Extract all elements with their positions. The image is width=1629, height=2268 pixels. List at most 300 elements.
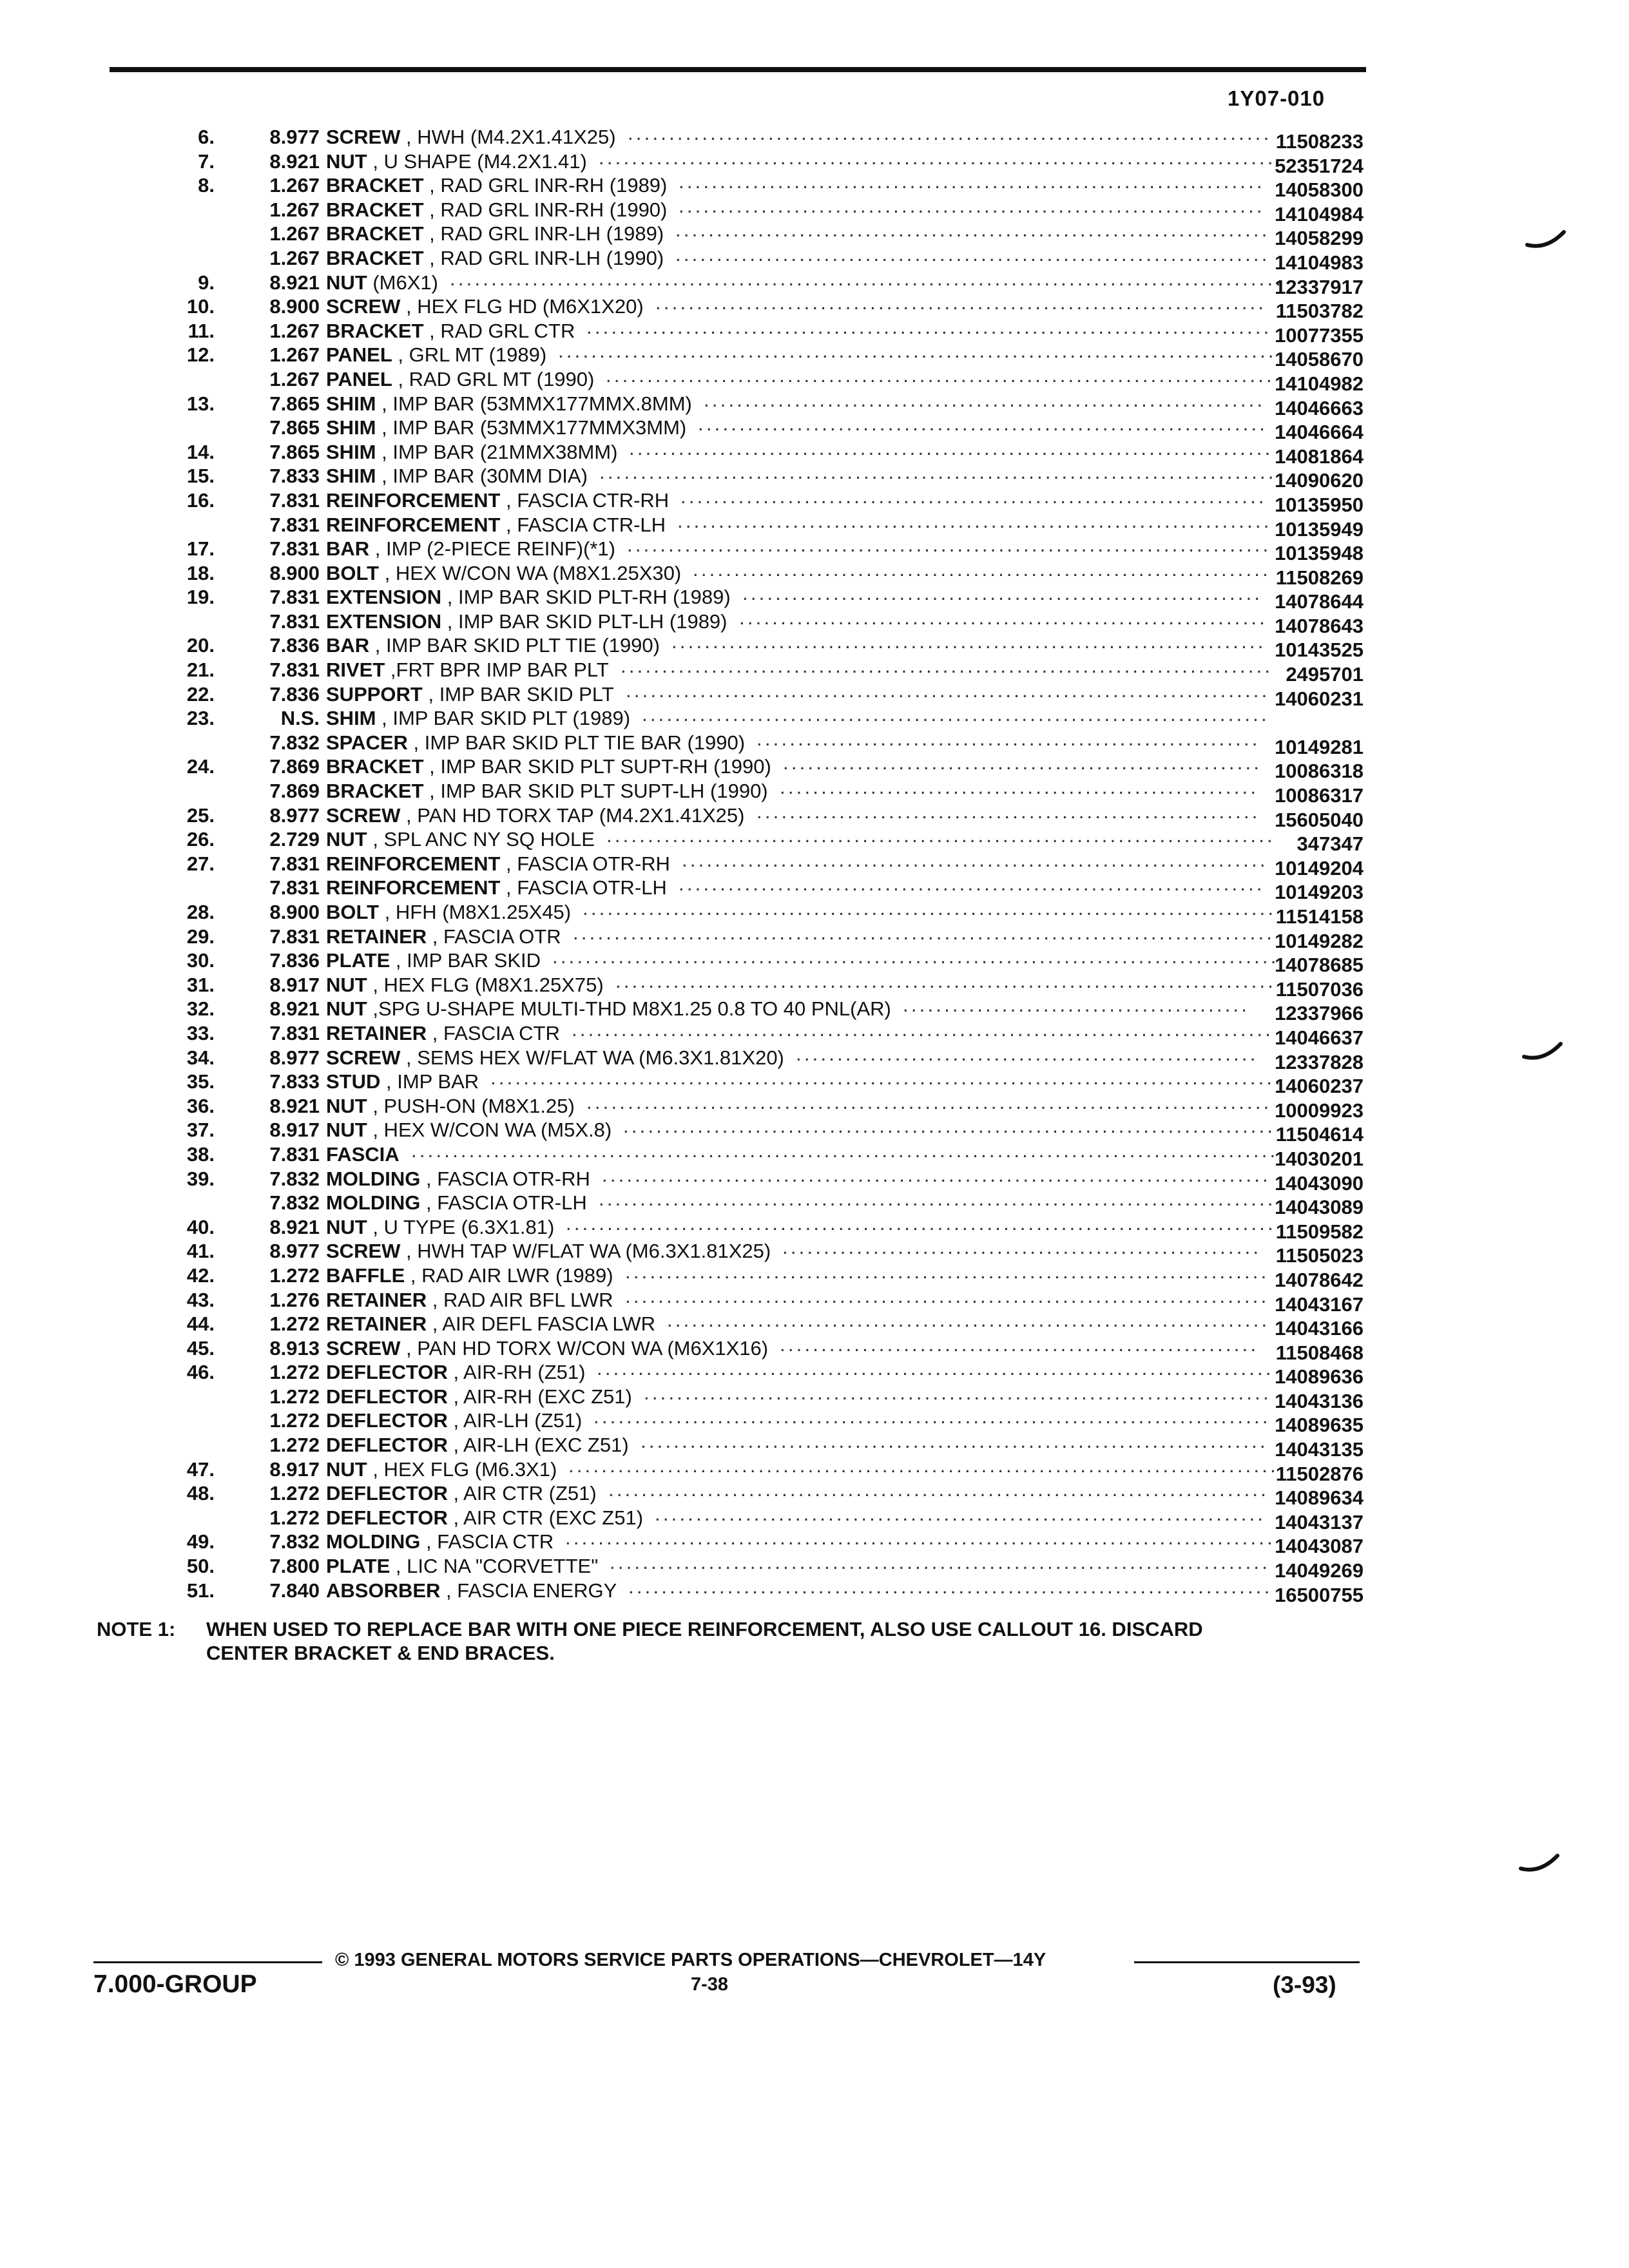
part-noun: SPACER [326, 731, 408, 754]
part-number: 14046637 [1275, 1026, 1364, 1049]
callout-number: 50. [186, 1555, 215, 1578]
group-number: 7.836 [269, 634, 320, 657]
part-noun: BRACKET [326, 319, 424, 342]
part-number: 10077355 [1275, 323, 1364, 347]
group-number: 1.267 [269, 246, 320, 269]
part-description [326, 658, 609, 682]
part-description [326, 367, 594, 392]
note-label: NOTE 1: [97, 1618, 176, 1640]
dot-leader: ........................................................................ [671, 630, 1266, 653]
dot-leader: ................................................................ [739, 606, 1268, 629]
part-modifier: , PAN HD TORX W/CON WA (M6X1X16) [400, 1336, 769, 1360]
dot-leader: ................................................................................. [602, 1163, 1271, 1186]
dot-leader: .............................................................................. [629, 436, 1273, 459]
part-modifier: , IMP BAR (53MMX177MMX.8MM) [376, 392, 692, 415]
part-modifier: , RAD AIR LWR (1989) [405, 1264, 613, 1287]
part-modifier: , HWH TAP W/FLAT WA (M6.3X1.81X25) [400, 1240, 771, 1263]
part-number: 11508468 [1275, 1341, 1364, 1364]
part-number: 14081864 [1275, 445, 1364, 468]
callout-number: 15. [186, 465, 215, 488]
part-description [326, 1481, 597, 1506]
part-number: 14060231 [1275, 687, 1364, 710]
group-number: 7.831 [269, 925, 320, 948]
group-number: 1.272 [269, 1434, 320, 1457]
part-noun: STUD [326, 1070, 381, 1093]
part-noun: SCREW [326, 126, 401, 148]
part-number: 14089635 [1275, 1414, 1364, 1437]
callout-number: 31. [186, 973, 215, 996]
part-description [326, 1288, 613, 1312]
callout-number: 38. [186, 1142, 215, 1166]
callout-number: 28. [186, 901, 215, 923]
part-noun: BRACKET [326, 174, 424, 197]
part-noun: REINFORCEMENT [326, 488, 501, 512]
dot-leader: .............................................................................. [625, 1260, 1269, 1283]
part-description [326, 1360, 585, 1385]
part-number: 14046664 [1275, 421, 1364, 444]
group-number: 1.276 [269, 1288, 320, 1311]
part-description [326, 1457, 557, 1482]
part-noun: NUT [326, 149, 367, 173]
group-number: 8.921 [269, 1094, 320, 1117]
part-modifier: , AIR-RH (Z51) [447, 1361, 586, 1384]
part-modifier: , IMP (2-PIECE REINF)(*1) [369, 537, 615, 561]
group-number: 8.921 [269, 149, 320, 173]
part-modifier: (M6X1) [367, 271, 438, 294]
part-noun: PLATE [326, 1555, 390, 1578]
part-modifier: , AIR DEFL FASCIA LWR [427, 1312, 656, 1336]
part-number: 14078644 [1275, 590, 1364, 613]
part-description [326, 125, 616, 149]
part-description [326, 1070, 479, 1094]
part-noun: PANEL [326, 343, 392, 367]
part-description [326, 1385, 632, 1409]
part-modifier: , AIR CTR (Z51) [447, 1482, 597, 1505]
group-number: 8.921 [269, 1215, 320, 1238]
part-noun: RETAINER [326, 1288, 427, 1311]
part-description [326, 1215, 554, 1240]
group-number: 7.831 [269, 658, 320, 682]
group-number: 1.267 [269, 174, 320, 197]
callout-number: 33. [186, 1021, 215, 1044]
part-modifier: , PAN HD TORX TAP (M4.2X1.41X25) [400, 803, 745, 827]
part-modifier: , IMP BAR SKID PLT (1989) [376, 707, 631, 730]
dot-leader: ...................................................................... [693, 557, 1271, 581]
part-description [326, 610, 728, 634]
callout-number: 47. [186, 1457, 215, 1481]
dot-leader: ............................................................................ [642, 703, 1269, 726]
callout-number: 10. [186, 295, 215, 318]
part-noun: MOLDING [326, 1167, 421, 1190]
callout-number: 21. [186, 658, 215, 682]
part-number: 10135948 [1275, 542, 1364, 565]
part-description [326, 1312, 655, 1336]
dot-leader: .............................................................................. [625, 1284, 1269, 1307]
dot-leader: .......................................................................... [655, 1502, 1266, 1525]
group-number: 7.831 [269, 1142, 320, 1166]
part-noun: BAFFLE [326, 1264, 405, 1287]
group-number: 7.800 [269, 1555, 320, 1578]
group-number: 7.831 [269, 537, 320, 561]
part-noun: DEFLECTOR [326, 1361, 448, 1384]
part-description [326, 1094, 575, 1119]
part-modifier: , IMP BAR [380, 1070, 479, 1093]
part-description [326, 343, 546, 367]
part-description [326, 1167, 590, 1191]
dot-leader: .......................................................... [782, 1236, 1262, 1259]
part-number: 11508233 [1275, 130, 1364, 153]
group-number: 7.831 [269, 513, 320, 536]
group-number: 1.272 [269, 1264, 320, 1287]
part-modifier: , FASCIA CTR [420, 1530, 554, 1553]
part-number: 16500755 [1275, 1583, 1364, 1606]
part-modifier: ,FRT BPR IMP BAR PLT [385, 658, 609, 682]
part-description [326, 392, 692, 416]
part-number: 14043137 [1275, 1510, 1364, 1533]
part-number: 14043087 [1275, 1535, 1364, 1558]
part-number: 12337917 [1275, 275, 1364, 298]
part-modifier: , FASCIA CTR-RH [500, 488, 670, 512]
part-number: 10143525 [1275, 639, 1364, 662]
dot-leader: ....................................................................... [679, 170, 1265, 193]
part-description [326, 633, 660, 658]
group-number: 7.865 [269, 440, 320, 463]
part-description [326, 271, 438, 295]
binder-hole-mark [1518, 1849, 1563, 1881]
part-modifier: , AIR-LH (Z51) [447, 1409, 583, 1432]
footer-rule-right [1134, 1961, 1360, 1963]
part-description [326, 319, 575, 343]
group-number: 8.917 [269, 973, 320, 996]
part-modifier: , RAD AIR BFL LWR [427, 1288, 613, 1311]
part-modifier: , FASCIA OTR-RH [420, 1167, 590, 1190]
part-modifier: , HEX FLG (M8X1.25X75) [367, 973, 604, 996]
part-modifier: , SEMS HEX W/FLAT WA (M6.3X1.81X20) [400, 1046, 784, 1069]
dot-leader: ....................................................................... [679, 194, 1265, 217]
group-number: 8.921 [269, 271, 320, 294]
part-number: 10135950 [1275, 493, 1364, 516]
dot-leader: ....................................................................... [682, 848, 1268, 871]
group-number: 8.913 [269, 1336, 320, 1360]
part-description [326, 1530, 554, 1554]
part-noun: REINFORCEMENT [326, 513, 501, 536]
part-description [326, 754, 771, 779]
callout-number: 22. [186, 682, 215, 706]
part-modifier: , RAD GRL INR-LH (1989) [423, 222, 664, 245]
dot-leader: ...................................................................................... [566, 1211, 1276, 1235]
part-noun: RIVET [326, 658, 385, 682]
dot-leader: .............................................................................. [628, 122, 1272, 144]
part-modifier: , AIR-RH (EXC Z51) [447, 1385, 632, 1408]
part-number: 52351724 [1275, 154, 1364, 177]
footer-date-code: (3-93) [1273, 1972, 1336, 1998]
part-modifier: , RAD GRL CTR [423, 319, 575, 342]
part-modifier: , IMP BAR (30MM DIA) [376, 465, 588, 488]
part-modifier: , IMP BAR SKID PLT-RH (1989) [441, 586, 731, 609]
group-number: 1.267 [269, 222, 320, 245]
part-modifier: , SPL ANC NY SQ HOLE [367, 828, 595, 851]
callout-number: 11. [188, 319, 215, 342]
part-noun: BRACKET [326, 246, 424, 269]
part-number: 10149203 [1275, 881, 1364, 904]
part-number: 11507036 [1275, 977, 1364, 1001]
part-modifier: ,SPG U-SHAPE MULTI-THD M8X1.25 0.8 TO 40 PNL(AR) [367, 997, 891, 1021]
part-number: 11504614 [1275, 1123, 1364, 1146]
callout-number: 17. [186, 537, 215, 561]
dot-leader: ..................................................................................... [573, 921, 1275, 944]
part-modifier: , U TYPE (6.3X1.81) [367, 1215, 555, 1238]
part-noun: MOLDING [326, 1191, 421, 1215]
part-number: 10149281 [1275, 735, 1364, 758]
part-noun: BAR [326, 634, 370, 657]
footer-page-number: 7-38 [691, 1974, 729, 1995]
group-number: 1.267 [269, 367, 320, 390]
part-noun: ABSORBER [326, 1579, 441, 1602]
part-modifier: , RAD GRL INR-RH (1990) [423, 198, 668, 221]
group-number: 7.865 [269, 416, 320, 439]
part-description [326, 198, 667, 222]
part-modifier: , LIC NA "CORVETTE" [390, 1555, 599, 1578]
callout-number: 45. [186, 1336, 215, 1360]
callout-number: 19. [186, 586, 215, 609]
callout-number: 32. [186, 997, 215, 1021]
part-description [326, 1554, 598, 1579]
dot-leader: ............................................................. [757, 800, 1260, 823]
part-modifier: , HEX FLG HD (M6X1X20) [400, 295, 644, 318]
part-noun: SHIM [326, 707, 376, 730]
callout-number: 27. [186, 852, 215, 875]
part-noun: REINFORCEMENT [326, 876, 501, 899]
page-code: 1Y07-010 [1228, 86, 1325, 110]
callout-number: 6. [198, 126, 215, 148]
dot-leader: .......................................................................... [655, 291, 1267, 314]
part-number: 14049269 [1275, 1559, 1364, 1582]
group-number: 7.832 [269, 731, 320, 754]
part-number: 2495701 [1286, 663, 1364, 686]
part-description [326, 731, 745, 755]
part-modifier: , IMP BAR SKID PLT TIE (1990) [369, 634, 660, 657]
part-number: 14078643 [1275, 614, 1364, 637]
part-noun: EXTENSION [326, 586, 442, 609]
part-modifier: , FASCIA OTR-LH [420, 1191, 587, 1215]
dot-leader: ................................................................................. [606, 363, 1275, 387]
dot-leader: ............................................................................... [621, 655, 1273, 678]
part-number: 10135949 [1275, 517, 1364, 541]
part-number: 14104983 [1275, 251, 1364, 274]
callout-number: 30. [186, 949, 215, 972]
part-description [326, 852, 670, 876]
callout-number: 13. [186, 392, 215, 415]
part-noun: SCREW [326, 1336, 401, 1360]
dot-leader: .......................................... [903, 994, 1250, 1017]
part-description [326, 1021, 560, 1046]
part-modifier: , FASCIA CTR-LH [500, 513, 666, 536]
parts-list [0, 122, 1629, 1606]
parts-row [0, 1575, 1629, 1606]
part-description [326, 973, 604, 997]
part-number: 14078642 [1275, 1268, 1364, 1291]
part-noun: NUT [326, 271, 367, 294]
group-number: 1.272 [269, 1385, 320, 1408]
dot-leader: ..................................................................................................... [450, 267, 1284, 290]
dot-leader: .................................................................................. [597, 1357, 1274, 1380]
footer-group-label: 7.000-GROUP [93, 1970, 257, 1998]
dot-leader: ...................................................................................... [568, 1454, 1278, 1477]
dot-leader: .............................................................................. [627, 533, 1271, 557]
callout-number: 37. [186, 1119, 215, 1142]
callout-number: 40. [186, 1215, 215, 1238]
part-noun: MOLDING [326, 1530, 421, 1553]
dot-leader: ............................................................. [757, 727, 1260, 750]
part-noun: SCREW [326, 295, 401, 318]
group-number: 8.900 [269, 901, 320, 923]
part-modifier: , RAD GRL INR-LH (1990) [423, 246, 664, 269]
callout-number: 23. [186, 707, 215, 730]
part-number: 14078685 [1275, 954, 1364, 977]
callout-number: 24. [186, 755, 215, 778]
callout-number: 14. [186, 440, 215, 463]
group-number: 8.977 [269, 1240, 320, 1263]
callout-number: 35. [186, 1070, 215, 1093]
dot-leader: ................................................................................................ [490, 1066, 1284, 1090]
part-description [326, 779, 768, 803]
part-modifier: , U SHAPE (M4.2X1.41) [367, 149, 587, 173]
part-number: 12337828 [1275, 1050, 1364, 1073]
part-number: 14043136 [1275, 1389, 1364, 1412]
part-noun: SCREW [326, 803, 401, 827]
dot-leader: .......................................................... [780, 1332, 1259, 1356]
part-modifier: , FASCIA ENERGY [440, 1579, 617, 1602]
part-description [326, 1579, 617, 1603]
part-noun: NUT [326, 1094, 367, 1117]
part-number: 14043135 [1275, 1438, 1364, 1461]
part-noun: SCREW [326, 1046, 401, 1069]
group-number: 7.833 [269, 465, 320, 488]
part-modifier: , HEX W/CON WA (M8X1.25X30) [379, 561, 682, 584]
footnote [97, 1617, 1203, 1665]
group-number: 8.977 [269, 126, 320, 148]
group-number: N.S. [280, 707, 320, 730]
group-number: 7.869 [269, 780, 320, 803]
dot-leader: ............................................................... [742, 582, 1263, 605]
group-number: 8.900 [269, 561, 320, 584]
parts-row [0, 969, 1629, 1001]
part-modifier: , IMP BAR (53MMX177MMX3MM) [376, 416, 687, 439]
dot-leader: .............................................................................. [628, 1575, 1273, 1598]
callout-number: 9. [198, 271, 215, 294]
part-modifier: , PUSH-ON (M8X1.25) [367, 1094, 575, 1117]
part-modifier: , AIR CTR (EXC Z51) [447, 1506, 644, 1529]
dot-leader: ........................................................................ [675, 218, 1270, 242]
part-modifier: , IMP BAR SKID PLT SUPT-LH (1990) [423, 780, 768, 803]
part-number: 14030201 [1275, 1147, 1364, 1170]
dot-leader: .................................................................... [704, 388, 1266, 411]
group-number: 7.836 [269, 949, 320, 972]
part-description [326, 488, 669, 513]
part-modifier: , IMP BAR SKID [390, 949, 541, 972]
part-noun: DEFLECTOR [326, 1482, 448, 1505]
dot-leader: ........................................................................ [677, 509, 1272, 532]
part-noun: NUT [326, 1457, 367, 1481]
group-number: 1.272 [269, 1482, 320, 1505]
part-noun: SHIM [326, 465, 376, 488]
group-number: 7.865 [269, 392, 320, 415]
part-number: 347347 [1296, 832, 1364, 856]
part-noun: NUT [326, 973, 367, 996]
part-noun: DEFLECTOR [326, 1506, 448, 1529]
group-number: 1.267 [269, 198, 320, 221]
part-number: 14058670 [1275, 348, 1364, 371]
part-number: 10009923 [1275, 1099, 1364, 1122]
part-noun: RETAINER [326, 1021, 427, 1044]
dot-leader: .................................................................................. [599, 146, 1276, 169]
dot-leader: .......................................................... [783, 751, 1262, 774]
part-description [326, 222, 664, 246]
part-description [326, 513, 666, 537]
group-number: 1.267 [269, 343, 320, 367]
part-number: 14060237 [1275, 1075, 1364, 1098]
part-number: 11514158 [1275, 905, 1364, 928]
part-description [326, 706, 630, 731]
part-modifier: , HEX W/CON WA (M5X.8) [367, 1119, 612, 1142]
group-number: 8.977 [269, 803, 320, 827]
part-noun: DEFLECTOR [326, 1434, 448, 1457]
group-number: 7.831 [269, 586, 320, 609]
part-number: 14043090 [1275, 1171, 1364, 1195]
part-modifier: , HWH (M4.2X1.41X25) [400, 126, 616, 148]
callout-number: 43. [186, 1288, 215, 1311]
binder-hole-mark [1521, 1037, 1566, 1070]
part-noun: SCREW [326, 1240, 401, 1263]
part-description [326, 173, 667, 198]
group-number: 7.869 [269, 755, 320, 778]
part-number: 14089636 [1275, 1365, 1364, 1389]
part-number: 11508269 [1275, 566, 1364, 589]
group-number: 1.272 [269, 1506, 320, 1529]
part-number: 10149282 [1275, 929, 1364, 952]
dot-leader: ................................................................................ [608, 1478, 1269, 1501]
dot-leader: ....................................................................................... [558, 340, 1277, 363]
part-noun: NUT [326, 828, 367, 851]
group-number: 1.272 [269, 1409, 320, 1432]
dot-leader: ................................................................................... [586, 1090, 1272, 1113]
callout-number: 16. [186, 488, 215, 512]
callout-number: 42. [186, 1264, 215, 1287]
part-description [326, 1408, 582, 1433]
part-noun: BRACKET [326, 755, 424, 778]
callout-number: 46. [186, 1361, 215, 1384]
part-modifier: , FASCIA OTR [427, 925, 561, 948]
group-number: 7.831 [269, 610, 320, 633]
part-description [326, 537, 615, 561]
callout-number: 12. [186, 343, 215, 367]
part-number: 14104982 [1275, 372, 1364, 395]
part-noun: BRACKET [326, 222, 424, 245]
dot-leader: .................................................................................... [583, 897, 1277, 919]
part-number: 14058300 [1275, 178, 1364, 202]
part-description [326, 1264, 613, 1288]
part-modifier: , IMP BAR SKID PLT-LH (1989) [441, 610, 728, 633]
part-modifier: , GRL MT (1989) [392, 343, 547, 367]
dot-leader: ............................................................................ [644, 1381, 1271, 1404]
part-description [326, 1142, 400, 1167]
part-noun: RETAINER [326, 1312, 427, 1336]
part-noun: BRACKET [326, 198, 424, 221]
part-description [326, 900, 571, 925]
part-number: 15605040 [1275, 808, 1364, 831]
part-noun: DEFLECTOR [326, 1385, 448, 1408]
part-number: 14043166 [1275, 1317, 1364, 1340]
